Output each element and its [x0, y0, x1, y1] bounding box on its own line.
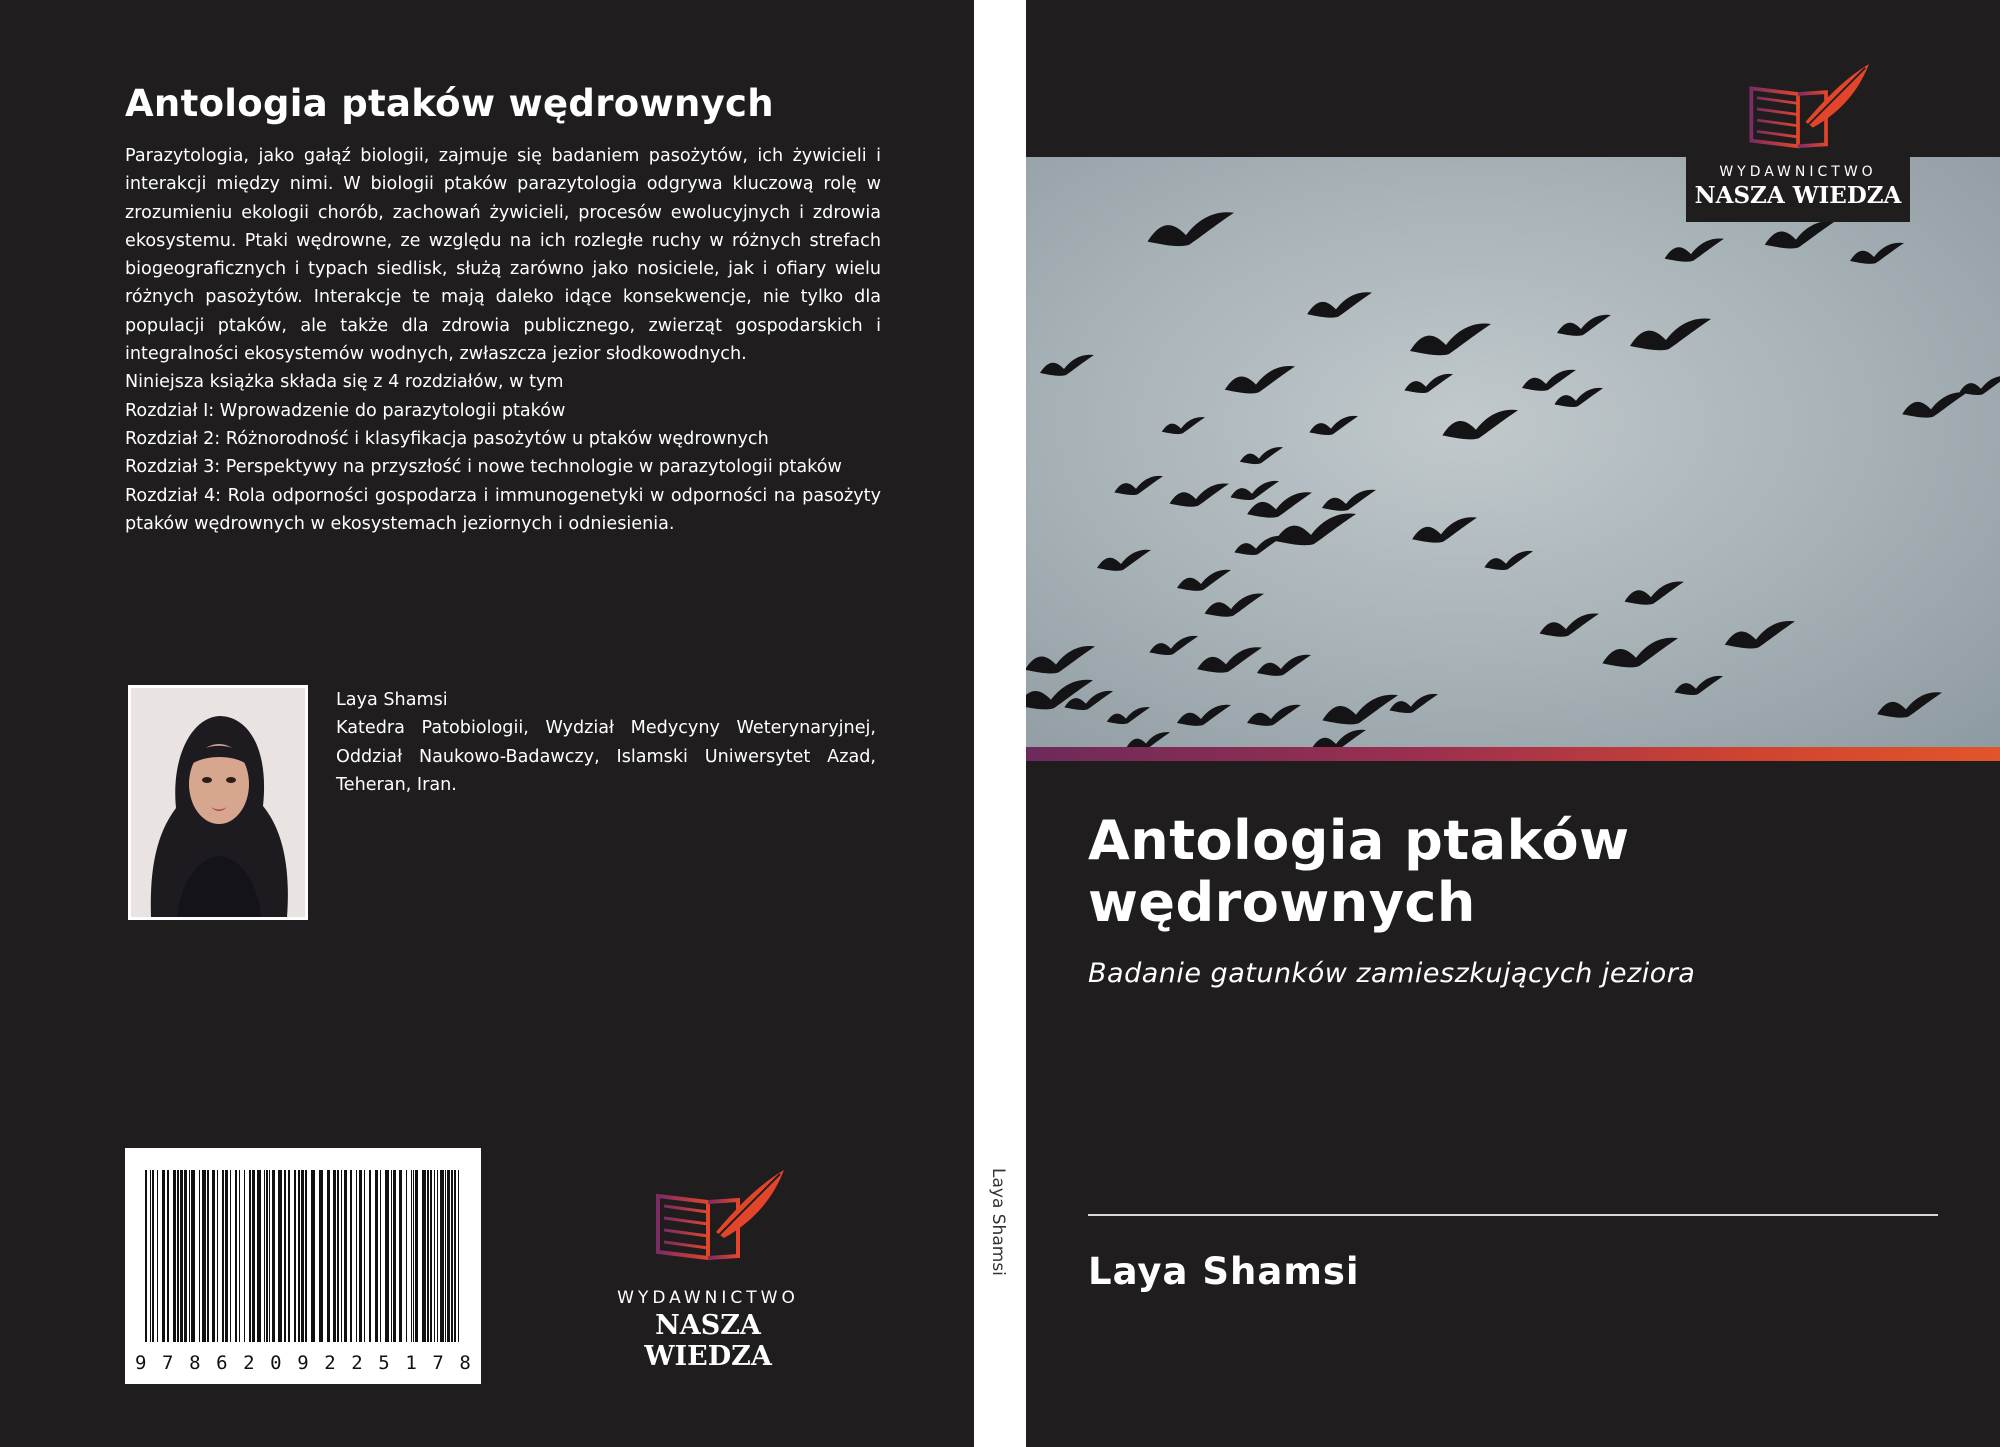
- isbn-digit: 9: [297, 1352, 309, 1374]
- publisher-book-feather-icon: [1686, 52, 1910, 164]
- barcode-bars: [125, 1148, 481, 1384]
- isbn-digit: 2: [243, 1352, 255, 1374]
- bird-silhouette: [1902, 392, 1967, 417]
- isbn-digit: 2: [351, 1352, 363, 1374]
- isbn-digit: 8: [189, 1352, 201, 1374]
- bird-silhouette: [1097, 550, 1151, 571]
- bird-silhouette: [1959, 376, 2000, 395]
- bird-silhouette: [1322, 490, 1376, 511]
- bird-silhouette: [1630, 319, 1711, 351]
- bird-silhouette: [1877, 692, 1942, 717]
- bird-silhouette: [1170, 483, 1229, 506]
- isbn-barcode: [125, 1148, 481, 1384]
- bird-silhouette: [1205, 593, 1264, 616]
- chapter-item: Rozdział 2: Różnorodność i klasyfikacja pasożytów u ptaków wędrownych: [125, 428, 769, 449]
- author-name: Laya Shamsi: [336, 690, 448, 710]
- publisher-logo-front: [1686, 52, 1910, 222]
- front-cover: [1026, 0, 2000, 1447]
- author-bio: [336, 686, 876, 799]
- publisher-line1: WYDAWNICTWO: [617, 1288, 799, 1308]
- bird-silhouette: [1665, 238, 1724, 261]
- bird-silhouette: [1322, 695, 1398, 725]
- bird-silhouette: [1674, 676, 1723, 695]
- publisher-line1: WYDAWNICTWO: [1719, 164, 1877, 180]
- isbn-digits: [135, 1352, 471, 1374]
- author-photo: [128, 685, 308, 920]
- bird-silhouette: [1148, 212, 1234, 246]
- publisher-book-feather-icon: [588, 1162, 828, 1272]
- isbn-digit: 7: [432, 1352, 444, 1374]
- publisher-line2: NASZA WIEDZA: [1694, 182, 1902, 209]
- back-cover-title: Antologia ptaków wędrownych: [125, 82, 774, 125]
- bird-silhouette: [1225, 366, 1295, 393]
- author-portrait-image: [131, 688, 305, 917]
- bird-silhouette: [1442, 410, 1518, 440]
- isbn-digit: 2: [324, 1352, 336, 1374]
- bird-silhouette: [1404, 374, 1453, 393]
- chapter-item: Rozdział 3: Perspektywy na przyszłość i nowe technologie w parazytologii ptaków: [125, 457, 842, 478]
- bird-silhouette: [1625, 581, 1684, 604]
- bird-silhouette: [1410, 324, 1491, 356]
- bird-silhouette: [1114, 476, 1163, 495]
- bird-silhouette: [1389, 694, 1438, 713]
- bird-silhouette: [1230, 481, 1279, 500]
- bird-silhouette: [1127, 732, 1170, 747]
- chapter-item: Rozdział I: Wprowadzenie do parazytologii ptaków: [125, 400, 566, 421]
- bird-silhouette: [1309, 416, 1358, 435]
- bird-silhouette: [1312, 730, 1366, 747]
- bird-silhouette: [1554, 388, 1603, 407]
- bird-silhouette: [1257, 655, 1311, 676]
- bird-silhouette: [1107, 707, 1150, 724]
- front-cover-title: Antologia ptaków wędrownych: [1088, 809, 1630, 934]
- blurb-paragraph: Niniejsza książka składa się z 4 rozdziałów, w tym: [125, 372, 564, 393]
- bird-silhouette: [1197, 647, 1262, 672]
- publisher-line2: NASZA WIEDZA: [644, 1310, 772, 1372]
- cover-photo-birds: [1026, 157, 2000, 747]
- isbn-digit: 1: [405, 1352, 417, 1374]
- isbn-digit: 6: [216, 1352, 228, 1374]
- bird-silhouette: [1177, 705, 1231, 726]
- front-cover-author: Laya Shamsi: [1088, 1250, 1360, 1293]
- isbn-digit: 8: [459, 1352, 471, 1374]
- author-affiliation: Katedra Patobiologii, Wydział Medycyny Weterynaryjnej, Oddział Naukowo-Badawczy, Islamski Uniwersytet Azad, Teheran, Iran.: [336, 718, 876, 795]
- front-cover-subtitle: Badanie gatunków zamieszkujących jeziora: [1088, 958, 1696, 989]
- bird-silhouette: [1162, 417, 1205, 434]
- spine-author: Laya Shamsi: [988, 1168, 1008, 1276]
- flying-birds-image: [1026, 157, 2000, 747]
- bird-silhouette: [1307, 292, 1372, 317]
- bird-silhouette: [1522, 370, 1576, 391]
- bird-silhouette: [1850, 243, 1904, 264]
- bird-silhouette: [1602, 638, 1678, 668]
- bird-silhouette: [1240, 447, 1283, 464]
- bird-silhouette: [1177, 570, 1231, 591]
- bird-silhouette: [1412, 517, 1477, 542]
- bird-silhouette: [1725, 621, 1795, 648]
- title-divider: [1088, 1214, 1938, 1216]
- isbn-digit: 0: [270, 1352, 282, 1374]
- isbn-digit: 9: [135, 1352, 147, 1374]
- spine: [974, 0, 1026, 1447]
- accent-stripe: [1026, 747, 2000, 761]
- bird-silhouette: [1234, 536, 1283, 555]
- bird-silhouette: [1275, 514, 1356, 546]
- bird-silhouette: [1540, 613, 1599, 636]
- bird-silhouette: [1557, 315, 1611, 336]
- bird-silhouette: [1040, 355, 1094, 376]
- back-cover-blurb: [125, 142, 881, 538]
- back-cover: [0, 0, 974, 1447]
- bird-silhouette: [1765, 221, 1835, 248]
- publisher-logo-back: [588, 1162, 828, 1372]
- bird-silhouette: [1026, 646, 1095, 673]
- bird-silhouette: [1484, 551, 1533, 570]
- blurb-paragraph: Parazytologia, jako gałąź biologii, zajmuje się badaniem pasożytów, ich żywicieli i interakcji między nimi. W biologii ptaków parazytologia odgrywa kluczową rolę w zrozumieniu ekologii chorób, zachowań żywicieli, procesów ewolucyjnych i zdrowia ekosystemu. Ptaki wędrowne, ze względu na ich rozległe ruchy w różnych strefach biogeograficznych i typach siedlisk, służą zarówno jako nosiciele, jak i ofiary wielu różnych pasożytów. Interakcje te mają daleko idące konsekwencje, nie tylko dla populacji ptaków, ale także dla zdrowia publicznego, zwierząt gospodarskich i integralności ekosystemów wodnych, zwłaszcza jezior słodkowodnych.: [125, 146, 881, 365]
- bird-silhouette: [1247, 705, 1301, 726]
- bird-silhouette: [1149, 636, 1198, 655]
- chapter-item: Rozdział 4: Rola odporności gospodarza i immunogenetyki w odporności na pasożyty ptaków wędrownych w ekosystemach jeziornych i odniesienia.: [125, 485, 881, 534]
- isbn-digit: 7: [162, 1352, 174, 1374]
- isbn-digit: 5: [378, 1352, 390, 1374]
